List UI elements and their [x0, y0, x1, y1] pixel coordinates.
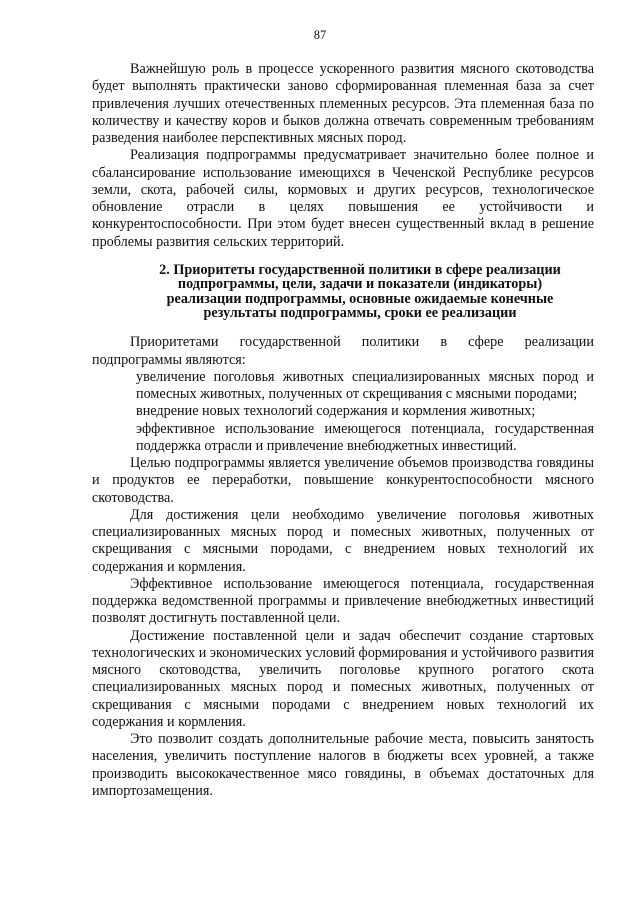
- paragraph-conditions: Достижение поставленной цели и задач обеспечит создание стартовых технологических и экономических условий формирования и устойчивого развития мясного скотоводства, увеличить поголовье крупного рогатого скота специализированных мясных пород и помесных животных, полученных от скрещивания с мясными породами с внедрением новых технологий их содержания и кормления.: [92, 627, 594, 730]
- priorities-intro: Приоритетами государственной политики в сфере реализации подпрограммы являются:: [92, 334, 594, 368]
- section-heading: 2. Приоритеты государственной политики в сфере реализации подпрограммы, цели, задачи и показатели (индикаторы) реализации подпрограммы, основные ожидаемые конечные результаты подпрограммы, сроки ее реализации: [159, 261, 561, 321]
- paragraph-achievement-means: Для достижения цели необходимо увеличение поголовья животных специализированных мясных пород и помесных животных, полученных от скрещивания с мясными породами, с внедрением новых технологий их содержания и кормления.: [92, 506, 594, 575]
- paragraph-breeding-base: Важнейшую роль в процессе ускоренного развития мясного скотоводства будет выполнять практически заново сформированная племенная база за счет привлечения лучших отечественных племенных ресурсов. Эта племенная база по количеству и качеству коров и быков должна отвечать современным требованиям разведения наиболее перспективных мясных пород.: [92, 61, 594, 146]
- paragraph-goal: Целью подпрограммы является увеличение объемов производства говядины и продуктов ее переработки, повышение конкурентоспособности мясного скотоводства.: [92, 455, 594, 506]
- paragraph-jobs: Это позволит создать дополнительные рабочие места, повысить занятость населения, увеличить поступление налогов в бюджеты всех уровней, а также производить высококачественное мясо говядины, в объемах достаточных для импортозамещения.: [92, 731, 594, 799]
- document-body: [92, 61, 594, 800]
- priority-item-technologies: внедрение новых технологий содержания и кормления животных;: [136, 403, 536, 420]
- priority-item-investment: эффективное использование имеющегося потенциала, государственная поддержка отрасли и привлечение внебюджетных инвестиций.: [136, 420, 594, 454]
- priority-item-livestock: увеличение поголовья животных специализированных мясных пород и помесных животных, полученных от скрещивания с мясными породами;: [136, 368, 594, 403]
- paragraph-resource-use: Реализация подпрограммы предусматривает значительно более полное и сбалансирование использование имеющихся в Чеченской Республике ресурсов земли, скота, рабочей силы, кормовых и других ресурсов, технологическое обновление отрасли в целях повышения ее устойчивости и конкурентоспособности. При этом будет внесен существенный вклад в решение проблемы развития сельских территорий.: [92, 147, 594, 250]
- page-number: 87: [313, 28, 327, 42]
- paragraph-effective-use: Эффективное использование имеющегося потенциала, государственная поддержка ведомственной программы и привлечение внебюджетных инвестиций позволят достигнуть поставленной цели.: [92, 575, 594, 627]
